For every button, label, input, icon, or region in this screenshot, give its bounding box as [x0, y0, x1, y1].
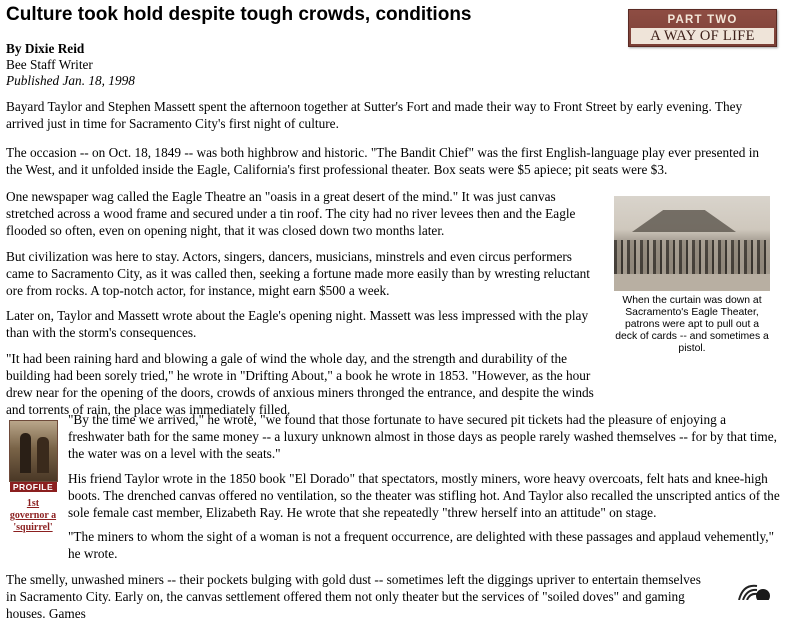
- article-paragraph-3: One newspaper wag called the Eagle Theatre an "oasis in a great desert of the mind." It was just canvas stretched across a wood frame and secured under a tin roof. The city had no river levees then and the Eagle flooded so often, even on opening night, that it was closed down two months later.: [6, 189, 576, 238]
- headline: Culture took hold despite tough crowds, conditions: [6, 4, 472, 25]
- article-paragraph-9: "The miners to whom the sight of a woman is not a frequent occurrence, are delighted with these passages and applaud vehemently," he wrote.: [68, 529, 775, 561]
- article-paragraph-8: His friend Taylor wrote in the 1850 book "El Dorado" that spectators, mostly miners, wore heavy overcoats, felt hats and knee-high boots. The drenched canvas offered no ventilation, so the theater was stifling hot. And Taylor also recalled the unscripted antics of the sole female cast member, Elizabeth Ray. He wrote that she repeatedly "threw herself into an attitude" on stage.: [68, 471, 780, 520]
- profile-photo[interactable]: [9, 420, 58, 482]
- eagle-theater-figure: [613, 196, 771, 355]
- byline-author: By Dixie Reid: [6, 41, 85, 56]
- banner-part-label: PART TWO: [667, 14, 738, 26]
- article-paragraph-4: But civilization was here to stay. Actors, singers, dancers, musicians, minstrels and even circus performers came to Sacramento City, as it was called then, seeking a fortune made more easily than by wresting reluctant ore from rocks. A top-notch actor, for instance, might earn $500 a week.: [6, 249, 591, 298]
- article-paragraph-5: Later on, Taylor and Massett wrote about the Eagle's opening night. Massett was less impressed with the play than with the storm's consequences.: [6, 308, 589, 340]
- article-paragraph-7: "By the time we arrived," he wrote, "we found that those fortunate to have secured pit tickets had the pleasure of enjoying a freshwater bath for the same money -- a luxury unknown almost in those days as people rarely washed themselves -- for by that time, the water was on a level with the seats.": [68, 412, 777, 461]
- banner-section-title: A WAY OF LIFE: [631, 28, 774, 44]
- byline-role: Bee Staff Writer: [6, 57, 93, 72]
- article-paragraph-2: The occasion -- on Oct. 18, 1849 -- was both highbrow and historic. "The Bandit Chief" was the first English-language play ever presented in the West, and it unfolded inside the Eagle, California's first professional theater. Box seats were $5 apiece; pit seats were $3.: [6, 145, 760, 177]
- spiral-logo-icon[interactable]: [733, 578, 773, 600]
- profile-sidebar[interactable]: [8, 420, 58, 534]
- byline-date: Published Jan. 18, 1998: [6, 73, 135, 88]
- profile-link[interactable]: 1st governor a 'squirrel': [9, 498, 57, 533]
- photo-caption: When the curtain was down at Sacramento's Eagle Theater, patrons were apt to pull out a deck of cards -- and sometimes a pistol.: [615, 295, 769, 354]
- article-paragraph-10: The smelly, unwashed miners -- their pockets bulging with gold dust -- sometimes left the diggings upriver to entertain themselves in Sacramento City. Early on, the canvas settlement offered them not only theater but the services of "soiled doves" and gaming houses. Games: [6, 572, 701, 621]
- part-two-banner[interactable]: [628, 9, 777, 47]
- byline: [6, 41, 135, 89]
- article-paragraph-1: Bayard Taylor and Stephen Massett spent the afternoon together at Sutter's Fort and made their way to Front Street by early evening. They arrived just in time for Sacramento City's first night of culture.: [6, 99, 743, 131]
- article-paragraph-6: "It had been raining hard and blowing a gale of wind the whole day, and the strength and durability of the building had been sorely tried," he wrote in "Drifting About," a book he wrote in 1853. "However, as the hour drew near for the opening of the doors, crowds of anxious miners thronged the entrance, and despite the winds and torrents of rain, the place was immediately filled.: [6, 351, 594, 417]
- eagle-theater-photo: [614, 196, 770, 291]
- profile-tag: PROFILE: [10, 482, 57, 492]
